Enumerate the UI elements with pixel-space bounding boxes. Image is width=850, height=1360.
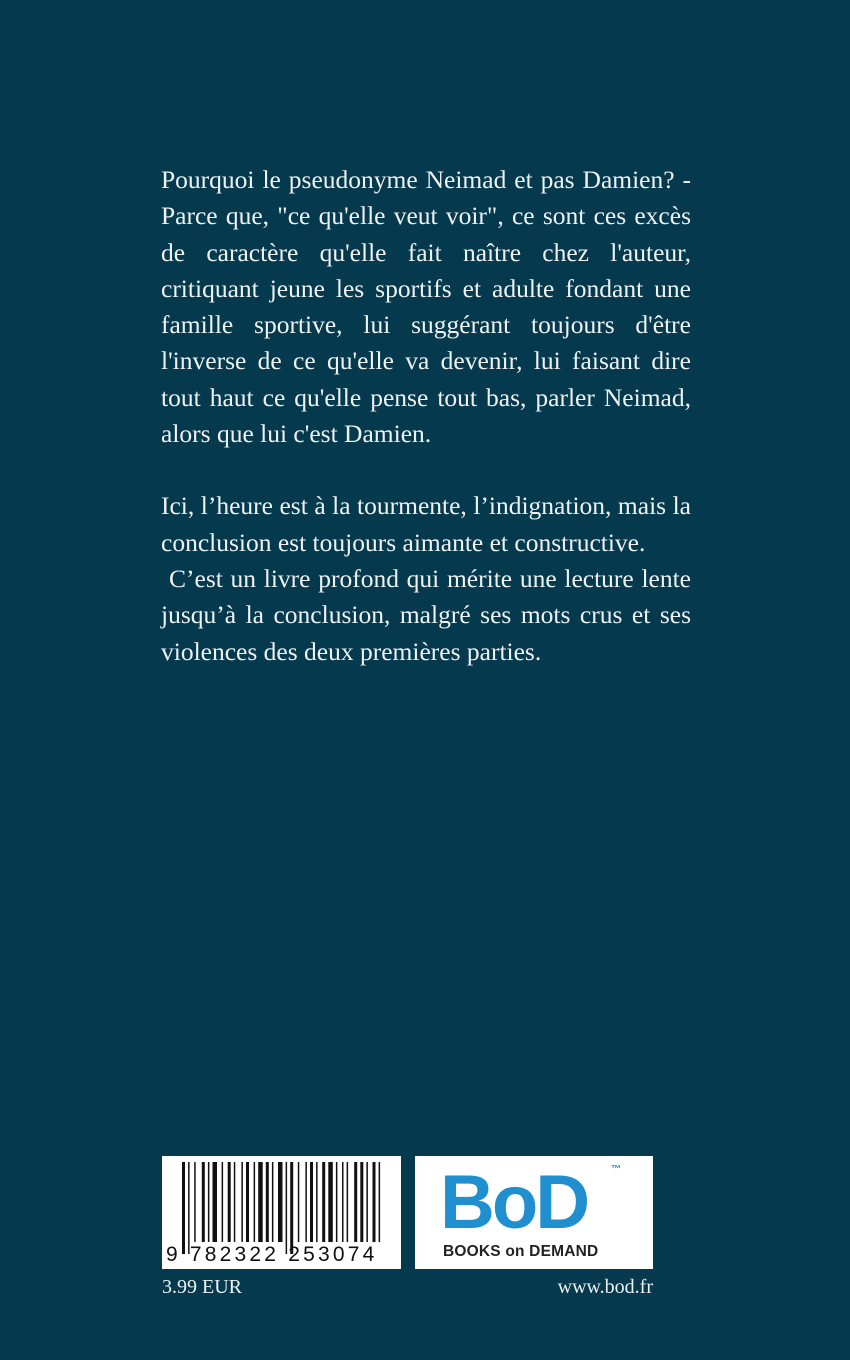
back-cover-blurb — [161, 162, 691, 670]
barcode-bar — [246, 1162, 249, 1242]
publisher-website: www.bod.fr — [557, 1276, 653, 1298]
barcode-bar — [310, 1162, 313, 1242]
barcode-bar — [254, 1162, 256, 1242]
barcode-bar — [373, 1162, 376, 1242]
barcode-bar — [266, 1162, 269, 1242]
barcode-bar — [316, 1162, 318, 1242]
barcode-bar — [222, 1162, 224, 1242]
price: 3.99 EUR — [162, 1276, 242, 1298]
barcode-bar — [202, 1162, 205, 1242]
blurb-paragraph-1: Pourquoi le pseudonyme Neimad et pas Damien? - Parce que, "ce qu'elle veut voir", ce sont ces excès de caractère qu'elle fait naître chez l'auteur, critiquant jeune les sportifs et adulte fondant une famille sportive, lui suggérant toujours d'être l'inverse de ce qu'elle va devenir, lui faisant dire tout haut ce qu'elle pense tout bas, parler Neimad, alors que lui c'est Damien. — [161, 165, 691, 449]
barcode-bar — [366, 1162, 368, 1242]
barcode-bar — [188, 1162, 190, 1254]
isbn-digits: 9 782322 253074 — [166, 1243, 378, 1266]
barcode-bar — [213, 1162, 218, 1242]
publisher-logo-box — [415, 1156, 653, 1269]
barcode-bar — [194, 1162, 196, 1242]
barcode-bar — [272, 1162, 274, 1242]
barcode-bar — [278, 1162, 283, 1242]
trademark-symbol: ™ — [611, 1164, 621, 1175]
barcode-bar — [298, 1162, 300, 1242]
barcode-bar — [379, 1162, 381, 1242]
blurb-paragraph-2: Ici, l’heure est à la tourmente, l’indignation, mais la conclusion est toujours aimante et constructive. — [161, 491, 691, 557]
barcode-bar — [328, 1162, 333, 1242]
barcode-bar — [286, 1162, 288, 1254]
bod-tagline: BOOKS on DEMAND — [443, 1243, 599, 1260]
barcode-bar — [342, 1162, 344, 1242]
barcode-bar — [182, 1162, 185, 1254]
barcode-bar — [258, 1162, 263, 1242]
barcode-bar — [290, 1162, 293, 1254]
barcode-bar — [336, 1162, 338, 1242]
isbn-barcode — [162, 1156, 401, 1269]
barcode-bar — [234, 1162, 236, 1242]
barcode-bar — [354, 1162, 357, 1242]
blurb-paragraph-3: C’est un livre profond qui mérite une lecture lente jusqu’à la conclusion, malgré ses mots crus et ses violences des deux premières parties. — [161, 563, 691, 666]
bod-wordmark: BoD — [440, 1160, 588, 1245]
barcode-bar — [347, 1162, 349, 1242]
barcode-bar — [360, 1162, 363, 1242]
barcode-bar — [228, 1162, 231, 1242]
barcode-bar — [241, 1162, 243, 1242]
barcode-bar — [322, 1162, 325, 1242]
barcode-bar — [208, 1162, 210, 1242]
barcode-bar — [305, 1162, 307, 1242]
